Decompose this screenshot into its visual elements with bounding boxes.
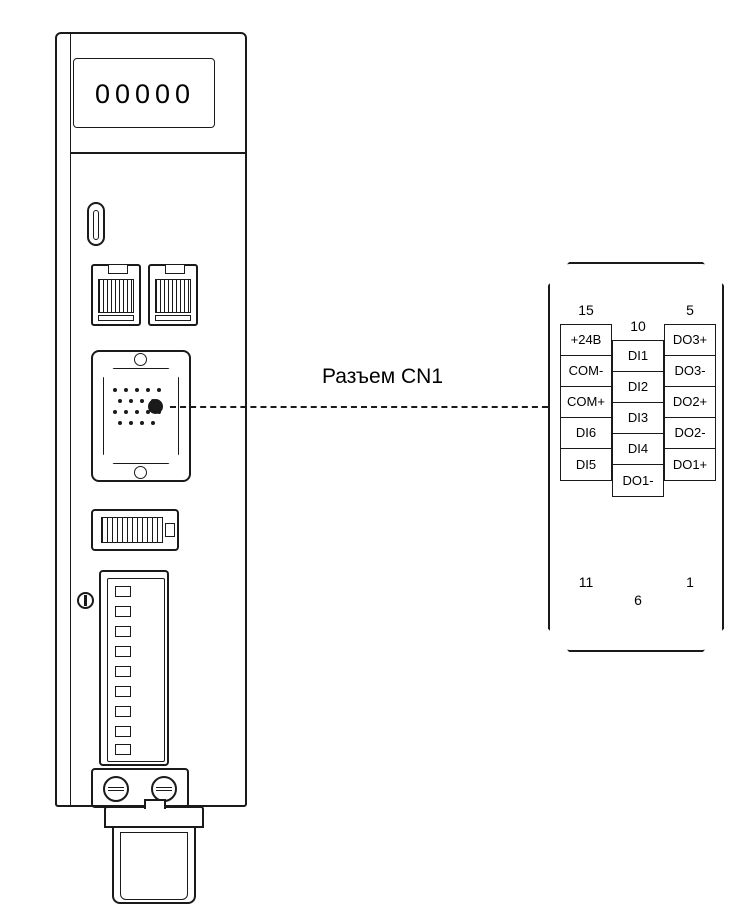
bottom-plug-lip (120, 832, 188, 900)
db15-pin-grid (113, 388, 171, 444)
display-digits: 00000 (94, 79, 196, 109)
rj45-foot (98, 315, 134, 321)
servo-drive-illustration (55, 32, 247, 807)
rj45-contacts (98, 279, 134, 313)
cn1-connector-pinout (548, 262, 724, 652)
cn1-pin-cell: DO2- (665, 418, 715, 449)
db15-screw-top (134, 353, 147, 366)
rj45-port-2 (148, 264, 198, 326)
cn1-pin-cell: COM- (561, 356, 611, 387)
mounting-screw-block (91, 768, 189, 808)
cn1-pin-cell: DO3- (665, 356, 715, 387)
status-indicator (77, 592, 94, 609)
cn1-pin-cell: DI1 (613, 341, 663, 372)
callout-label: Разъем CN1 (322, 365, 444, 388)
cn1-pin-number-11: 11 (578, 574, 594, 590)
drive-left-rail (61, 34, 71, 805)
rj45-port-1 (91, 264, 141, 326)
cn1-pin-cell: COM+ (561, 387, 611, 418)
bottom-plug-neck (104, 806, 204, 828)
cn1-pin-number-5: 5 (686, 302, 694, 318)
cn1-pin-number-15: 15 (578, 302, 594, 318)
cn1-pin-cell: DI4 (613, 434, 663, 465)
cn1-pin-cell: DO1- (613, 465, 663, 496)
rj45-foot (155, 315, 191, 321)
cn1-pin-number-6: 6 (634, 592, 642, 608)
callout-anchor-dot (148, 399, 163, 414)
cn1-pin-number-10: 10 (630, 318, 646, 334)
rj45-notch (165, 265, 185, 274)
db15-screw-bottom (134, 466, 147, 479)
usb-c-port (87, 202, 105, 246)
cn1-pin-cell: DO1+ (665, 449, 715, 480)
cn1-left-column (560, 324, 612, 481)
cn1-pin-number-1: 1 (686, 574, 694, 590)
display-window (73, 58, 215, 128)
cn1-pin-cell: DI2 (613, 372, 663, 403)
rj45-port-group (91, 264, 201, 326)
encoder-connector (91, 509, 179, 551)
cn1-middle-column (612, 340, 664, 497)
cn1-right-column (664, 324, 716, 481)
cn1-pin-cell: +24B (561, 325, 611, 356)
mounting-screw-left (103, 776, 129, 802)
db15-connector (91, 350, 191, 482)
cn1-pin-cell: DO2+ (665, 387, 715, 418)
power-terminal-block (99, 570, 169, 766)
cn1-pin-cell: DO3+ (665, 325, 715, 356)
cn1-pin-cell: DI6 (561, 418, 611, 449)
cn1-pin-cell: DI5 (561, 449, 611, 480)
rj45-notch (108, 265, 128, 274)
cn1-pin-cell: DI3 (613, 403, 663, 434)
rj45-contacts (155, 279, 191, 313)
encoder-contacts (101, 517, 163, 543)
bottom-plug-tab (144, 799, 166, 809)
bottom-plug (112, 826, 196, 904)
encoder-latch (165, 523, 175, 537)
callout-leader-line (170, 406, 558, 408)
